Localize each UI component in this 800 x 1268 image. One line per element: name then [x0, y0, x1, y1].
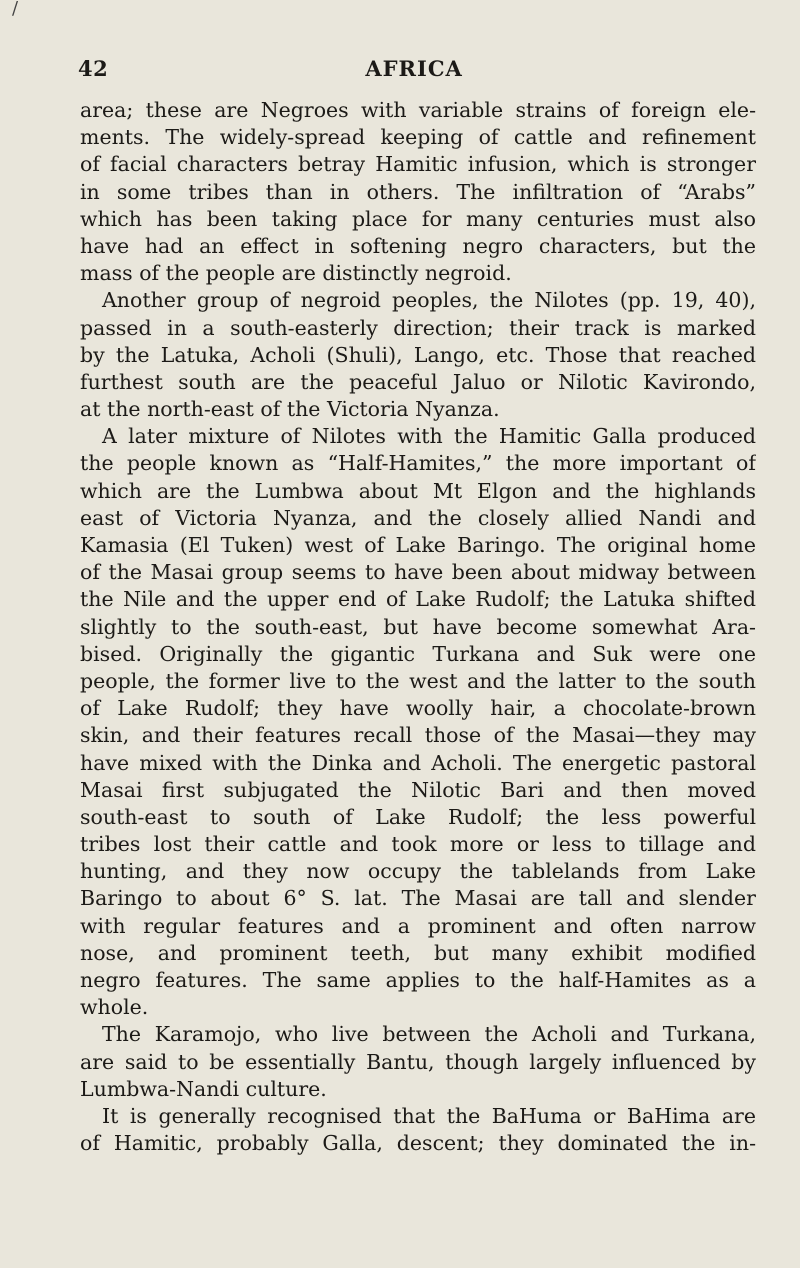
text-line: in some tribes than in others. The infiltration of “Arabs”: [80, 179, 756, 204]
page-number: 42: [78, 56, 109, 81]
running-head: AFRICA: [365, 56, 463, 81]
text-line: tribes lost their cattle and took more or less to tillage and: [80, 832, 756, 857]
text-line: furthest south are the peaceful Jaluo or Nilotic Kavirondo,: [80, 369, 756, 394]
text-line: east of Victoria Nyanza, and the closely allied Nandi and: [80, 505, 756, 530]
text-line: at the north-east of the Victoria Nyanza.: [80, 397, 500, 422]
text-line: of facial characters betray Hamitic infusion, which is stronger: [80, 152, 756, 177]
text-line: which has been taking place for many centuries must also: [80, 206, 756, 231]
text-line: of Lake Rudolf; they have woolly hair, a chocolate-brown: [80, 696, 756, 721]
text-line: have had an effect in softening negro characters, but the: [80, 233, 756, 258]
text-line: the Nile and the upper end of Lake Rudolf; the Latuka shifted: [80, 587, 756, 612]
text-line: with regular features and a prominent and often narrow: [80, 913, 756, 938]
text-line: Lumbwa-Nandi culture.: [80, 1076, 327, 1101]
page-header: [78, 56, 754, 86]
text-line: ments. The widely-spread keeping of cattle and refinement: [80, 125, 756, 150]
text-line: people, the former live to the west and the latter to the south: [80, 668, 756, 693]
text-line: bised. Originally the gigantic Turkana and Suk were one: [80, 641, 756, 666]
text-line: the people known as “Half-Hamites,” the more important of: [80, 451, 756, 476]
margin-mark: /: [12, 0, 19, 19]
text-line: A later mixture of Nilotes with the Hamitic Galla produced: [102, 424, 756, 449]
text-line: whole.: [80, 995, 149, 1020]
text-line: Kamasia (El Tuken) west of Lake Baringo. The original home: [80, 533, 756, 557]
text-line: Baringo to about 6° S. lat. The Masai are tall and slender: [80, 886, 756, 911]
body-text: [80, 97, 756, 1157]
text-line: passed in a south-easterly direction; their track is marked: [80, 315, 756, 340]
text-line: area; these are Negroes with variable strains of foreign ele-: [80, 98, 756, 122]
text-line: The Karamojo, who live between the Acholi and Turkana,: [102, 1022, 756, 1047]
text-line: Another group of negroid peoples, the Nilotes (pp. 19, 40),: [102, 288, 756, 313]
text-line: of Hamitic, probably Galla, descent; they dominated the in-: [80, 1131, 756, 1156]
text-line: of the Masai group seems to have been about midway between: [80, 560, 756, 585]
text-line: skin, and their features recall those of the Masai—they may: [80, 723, 756, 748]
text-line: Masai first subjugated the Nilotic Bari and then moved: [80, 777, 756, 802]
text-line: negro features. The same applies to the half-Hamites as a: [80, 968, 756, 992]
text-line: south-east to south of Lake Rudolf; the less powerful: [80, 804, 756, 829]
text-line: are said to be essentially Bantu, though largely influenced by: [80, 1049, 756, 1074]
text-line: mass of the people are distinctly negroid.: [80, 261, 512, 286]
text-line: by the Latuka, Acholi (Shuli), Lango, etc. Those that reached: [80, 342, 756, 367]
text-line: which are the Lumbwa about Mt Elgon and the highlands: [80, 478, 756, 503]
text-line: nose, and prominent teeth, but many exhibit modified: [80, 940, 756, 965]
text-line: have mixed with the Dinka and Acholi. The energetic pastoral: [80, 750, 756, 775]
text-line: slightly to the south-east, but have become somewhat Ara-: [80, 614, 756, 639]
text-line: hunting, and they now occupy the tablelands from Lake: [80, 859, 756, 884]
text-line: It is generally recognised that the BaHuma or BaHima are: [102, 1103, 756, 1128]
